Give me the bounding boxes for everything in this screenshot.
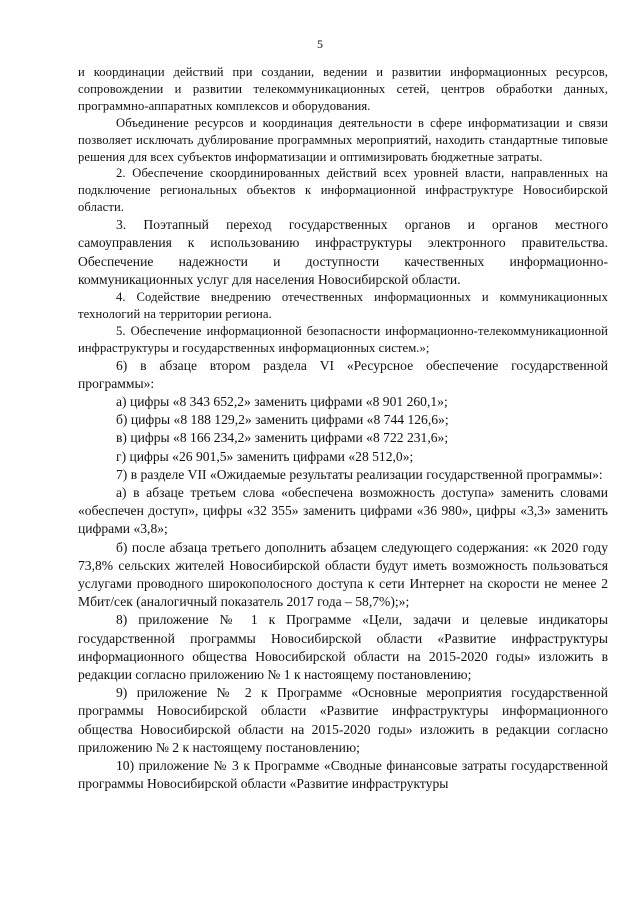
paragraph: 10) приложение № 3 к Программе «Сводные финансовые затраты государственной программы Новосибирской области «Развитие инфраструктуры [78,758,608,792]
paragraph: 3. Поэтапный переход государственных органов и органов местного самоуправления к использованию инфраструктуры электронного правительства. Обеспечение надежности и доступности качественных информационно-коммуникационных услуг для населения Новосибирской области. [78,217,608,287]
list-item: г) цифры «26 901,5» заменить цифрами «28 512,0»; [116,448,414,464]
page-number: 5 [317,37,323,51]
paragraph: 5. Обеспечение информационной безопасности информационно-телекоммуникационной инфраструктуры и государственных информационных систем.»; [78,323,608,355]
paragraph: 7) в разделе VII «Ожидаемые результаты реализации государственной программы»: [116,466,603,482]
list-item: а) в абзаце третьем слова «обеспечена возможность доступа» заменить словами «обеспечен доступ», цифры «32 355» заменить цифрами «36 980», цифры «3,3» заменить цифрами «3,8»; [78,485,608,537]
list-item: а) цифры «8 343 652,2» заменить цифрами «8 901 260,1»; [116,394,448,409]
paragraph: 6) в абзаце втором раздела VI «Ресурсное обеспечение государственной программы»: [78,357,608,391]
list-item: б) после абзаца третьего дополнить абзацем следующего содержания: «к 2020 году 73,8% сельских жителей Новосибирской области будут иметь возможность пользоваться услугами проводного широкополосного доступа к сети Интернет на скорости не менее 2 Мбит/сек (аналогичный показатель 2017 года – 58,7%);»; [78,539,608,610]
paragraph: 9) приложение № 2 к Программе «Основные мероприятия государственной программы Новосибирской области «Развитие инфраструктуры информационного общества Новосибирской области на 2015-2020 годы» изложить в редакции согласно приложению № 2 к настоящему постановлению; [78,685,608,755]
document-body [78,64,608,793]
paragraph-continuation: и координации действий при создании, ведении и развитии информационных ресурсов, сопровождении и развитии телекоммуникационных сетей, центров обработки данных, программно-аппаратных комплексов и оборудования. [78,65,608,113]
paragraph: 4. Содействие внедрению отечественных информационных и коммуникационных технологий на территории региона. [78,289,608,321]
list-item: в) цифры «8 166 234,2» заменить цифрами «8 722 231,6»; [116,430,449,446]
paragraph: 8) приложение № 1 к Программе «Цели, задачи и целевые индикаторы государственной программы Новосибирской области «Развитие инфраструктуры информационного общества Новосибирской области на 2015-2020 годы» изложить в редакции согласно приложению № 1 к настоящему постановлению; [78,612,608,683]
paragraph: Объединение ресурсов и координация деятельности в сфере информатизации и связи позволяет исключать дублирование программных мероприятий, находить стандартные типовые решения для всех субъектов информатизации и оптимизировать бюджетные затраты. [78,115,608,164]
list-item: б) цифры «8 188 129,2» заменить цифрами «8 744 126,6»; [116,412,449,428]
paragraph: 2. Обеспечение скоординированных действий всех уровней власти, направленных на подключение региональных объектов к информационной инфраструктуре Новосибирской области. [78,166,608,215]
